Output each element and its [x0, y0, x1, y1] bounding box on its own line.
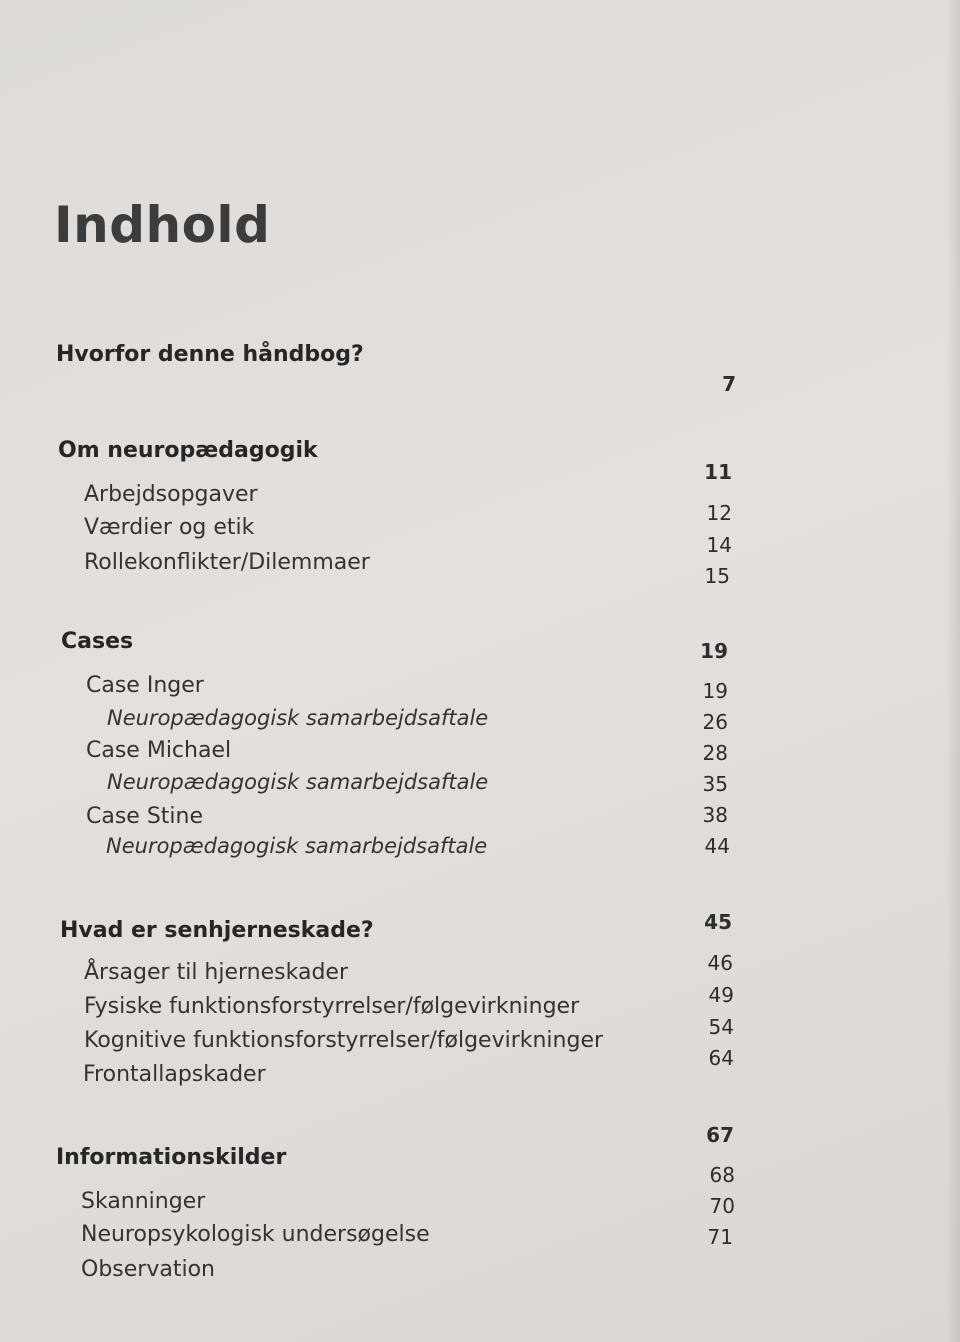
toc-item: Rollekonflikter/Dilemmaer	[84, 550, 370, 575]
toc-item-page: 28	[702, 741, 728, 765]
toc-item-page: 15	[704, 564, 730, 588]
toc-item-page: 12	[706, 501, 732, 525]
toc-item-page: 54	[708, 1015, 734, 1039]
toc-subitem: Neuropædagogisk samarbejdsaftale	[107, 770, 489, 794]
toc-item: Fysiske funktionsforstyrrelser/følgevirkninger	[84, 994, 580, 1019]
toc-item: Case Stine	[86, 804, 204, 829]
section-page-number: 19	[700, 639, 728, 663]
toc-item-page: 70	[709, 1194, 735, 1218]
toc-item-page: 49	[708, 983, 734, 1007]
page-title: Indhold	[54, 196, 271, 254]
toc-item: Årsager til hjerneskader	[84, 960, 348, 985]
section-heading: Cases	[61, 629, 134, 654]
toc-item-page: 19	[702, 679, 728, 703]
toc-item: Case Inger	[86, 673, 204, 698]
toc-item-page: 35	[702, 772, 728, 796]
toc-item: Værdier og etik	[84, 515, 255, 540]
toc-subitem: Neuropædagogisk samarbejdsaftale	[106, 834, 488, 858]
toc-item-page: 46	[707, 951, 733, 975]
toc-item: Frontallapskader	[83, 1062, 266, 1087]
section-page-number: 45	[704, 910, 732, 934]
toc-item-page: 26	[702, 710, 728, 734]
toc-item-page: 38	[702, 803, 728, 827]
toc-subitem: Neuropædagogisk samarbejdsaftale	[107, 706, 489, 730]
toc-item: Kognitive funktionsforstyrrelser/følgevirkninger	[84, 1028, 604, 1053]
toc-item: Skanninger	[81, 1189, 206, 1214]
page-edge-shadow	[946, 0, 960, 1342]
toc-item-page: 14	[706, 533, 732, 557]
section-page-number: 67	[706, 1123, 734, 1147]
section-page-number: 7	[722, 372, 736, 396]
toc-item-page: 68	[709, 1163, 735, 1187]
section-heading: Hvad er senhjerneskade?	[60, 918, 374, 943]
toc-item-page: 44	[704, 834, 730, 858]
toc-item: Arbejdsopgaver	[84, 482, 258, 507]
toc-item: Observation	[81, 1257, 215, 1282]
toc-item-page: 64	[708, 1046, 734, 1070]
section-page-number: 11	[704, 460, 732, 484]
section-heading: Hvorfor denne håndbog?	[56, 342, 364, 367]
toc-item-page: 71	[707, 1225, 733, 1249]
toc-item: Neuropsykologisk undersøgelse	[81, 1222, 430, 1247]
toc-item: Case Michael	[86, 738, 232, 763]
section-heading: Om neuropædagogik	[58, 438, 318, 463]
section-heading: Informationskilder	[56, 1145, 287, 1170]
